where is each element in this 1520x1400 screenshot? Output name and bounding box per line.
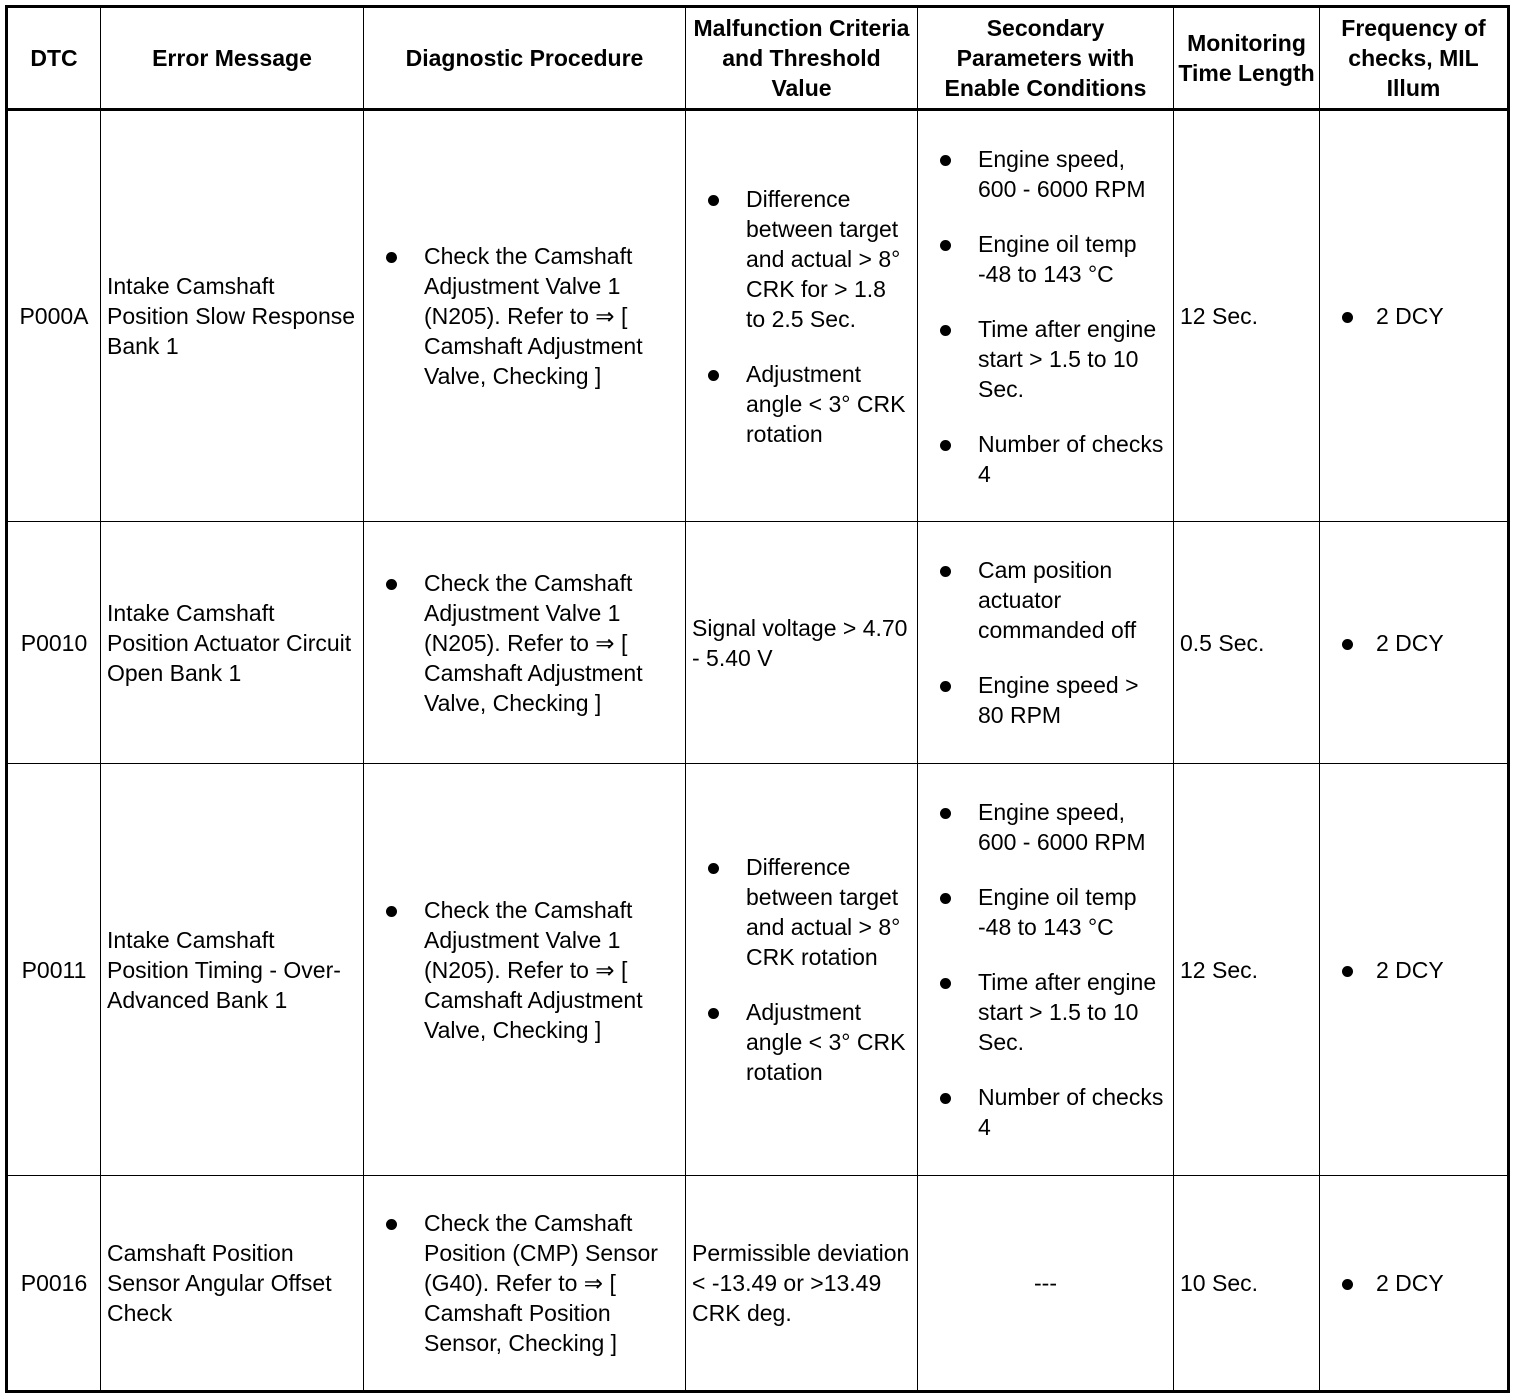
list-item: 2 DCY [1326, 1268, 1501, 1298]
error-message: Intake Camshaft Position Slow Response Bank 1 [101, 110, 364, 522]
list-item: Difference between target and actual > 8° CRK rotation [692, 852, 911, 972]
error-message: Intake Camshaft Position Actuator Circuit Open Bank 1 [101, 522, 364, 764]
diagnostic-procedure [364, 110, 686, 522]
header-monitoring-time: Monitoring Time Length [1174, 7, 1320, 110]
malfunction-criteria [686, 110, 918, 522]
dtc-code: P0011 [7, 764, 101, 1176]
list-item: Adjustment angle < 3° CRK rotation [692, 997, 911, 1087]
list-item: Engine oil temp -48 to 143 °C [924, 882, 1167, 942]
header-malfunction-criteria: Malfunction Criteria and Threshold Value [686, 7, 918, 110]
table-row [7, 1176, 1509, 1392]
table-row [7, 764, 1509, 1176]
secondary-parameters [918, 522, 1174, 764]
list-item: Difference between target and actual > 8° CRK for > 1.8 to 2.5 Sec. [692, 184, 911, 334]
list-item: Number of checks 4 [924, 429, 1167, 489]
list-item: Time after engine start > 1.5 to 10 Sec. [924, 967, 1167, 1057]
dtc-table [5, 5, 1510, 1393]
list-item: 2 DCY [1326, 628, 1501, 658]
error-message: Intake Camshaft Position Timing - Over-Advanced Bank 1 [101, 764, 364, 1176]
monitoring-time: 10 Sec. [1174, 1176, 1320, 1392]
secondary-parameters: --- [918, 1176, 1174, 1392]
header-dtc: DTC [7, 7, 101, 110]
diagnostic-procedure [364, 764, 686, 1176]
dtc-code: P0010 [7, 522, 101, 764]
frequency-of-checks [1320, 1176, 1509, 1392]
malfunction-criteria: Permissible deviation < -13.49 or >13.49 CRK deg. [686, 1176, 918, 1392]
list-item: 2 DCY [1326, 955, 1501, 985]
header-diagnostic-procedure: Diagnostic Procedure [364, 7, 686, 110]
list-item: Engine oil temp -48 to 143 °C [924, 229, 1167, 289]
list-item: Check the Camshaft Adjustment Valve 1 (N205). Refer to ⇒ [ Camshaft Adjustment Valve, Checking ] [370, 241, 679, 391]
dtc-code: P000A [7, 110, 101, 522]
frequency-of-checks [1320, 110, 1509, 522]
diagnostic-procedure [364, 522, 686, 764]
error-message: Camshaft Position Sensor Angular Offset Check [101, 1176, 364, 1392]
list-item: Check the Camshaft Adjustment Valve 1 (N205). Refer to ⇒ [ Camshaft Adjustment Valve, Checking ] [370, 895, 679, 1045]
list-item: Engine speed, 600 - 6000 RPM [924, 144, 1167, 204]
header-frequency: Frequency of checks, MIL Illum [1320, 7, 1509, 110]
monitoring-time: 12 Sec. [1174, 110, 1320, 522]
frequency-of-checks [1320, 522, 1509, 764]
list-item: Engine speed > 80 RPM [924, 670, 1167, 730]
list-item: Engine speed, 600 - 6000 RPM [924, 797, 1167, 857]
list-item: Check the Camshaft Position (CMP) Sensor (G40). Refer to ⇒ [ Camshaft Position Sensor, Checking ] [370, 1208, 679, 1358]
secondary-parameters [918, 110, 1174, 522]
malfunction-criteria: Signal voltage > 4.70 - 5.40 V [686, 522, 918, 764]
table-row [7, 110, 1509, 522]
secondary-parameters [918, 764, 1174, 1176]
monitoring-time: 12 Sec. [1174, 764, 1320, 1176]
monitoring-time: 0.5 Sec. [1174, 522, 1320, 764]
header-row [7, 7, 1509, 110]
list-item: Cam position actuator commanded off [924, 555, 1167, 645]
diagnostic-procedure [364, 1176, 686, 1392]
list-item: Time after engine start > 1.5 to 10 Sec. [924, 314, 1167, 404]
malfunction-criteria [686, 764, 918, 1176]
list-item: 2 DCY [1326, 301, 1501, 331]
dtc-code: P0016 [7, 1176, 101, 1392]
header-secondary-parameters: Secondary Parameters with Enable Conditions [918, 7, 1174, 110]
list-item: Number of checks 4 [924, 1082, 1167, 1142]
header-error-message: Error Message [101, 7, 364, 110]
table-row [7, 522, 1509, 764]
list-item: Check the Camshaft Adjustment Valve 1 (N205). Refer to ⇒ [ Camshaft Adjustment Valve, Checking ] [370, 568, 679, 718]
list-item: Adjustment angle < 3° CRK rotation [692, 359, 911, 449]
frequency-of-checks [1320, 764, 1509, 1176]
